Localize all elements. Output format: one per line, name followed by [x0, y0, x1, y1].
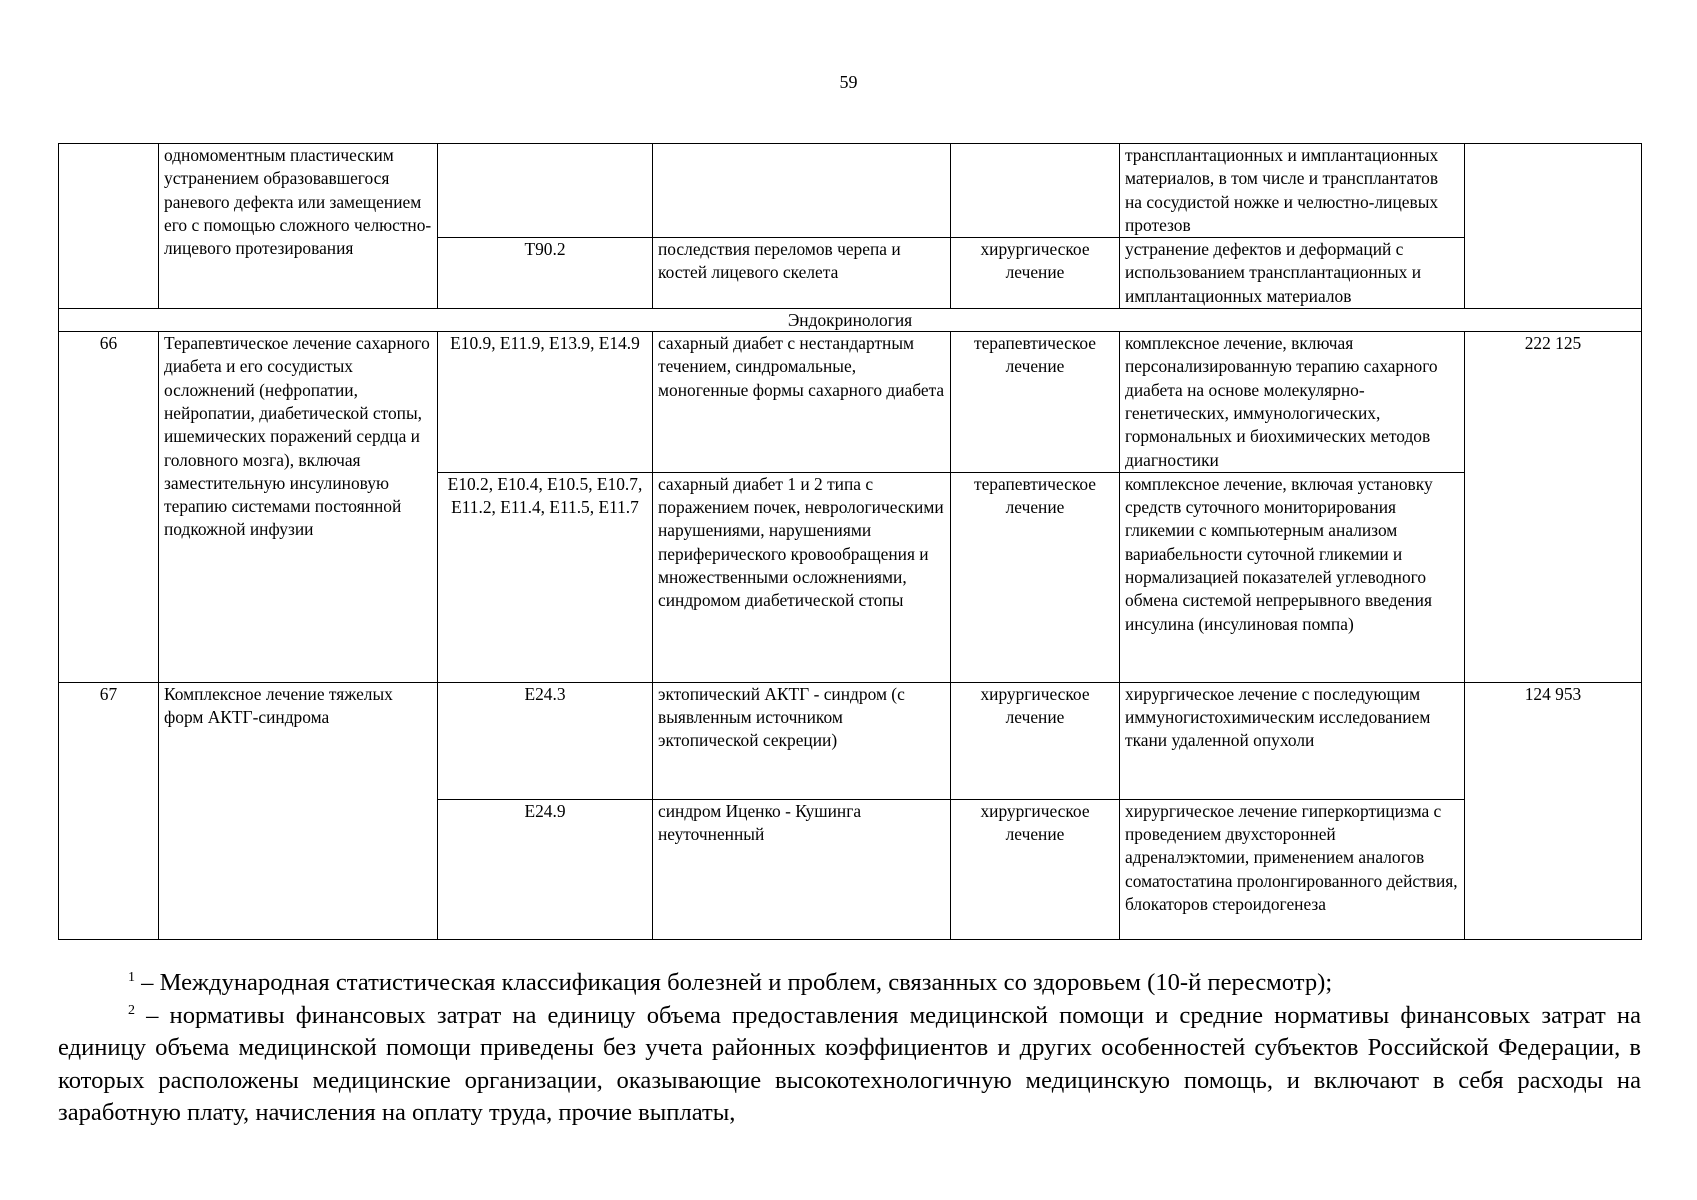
row-number-cell: 67	[59, 682, 159, 939]
footnote-2	[58, 1000, 1641, 1130]
treatment-method-cell: хирургическое лечение с последующим иммуногистохимическим исследованием ткани удаленной опухоли	[1120, 682, 1465, 799]
footnote-1-text: – Международная статистическая классификация болезней и проблем, связанных со здоровьем (10-й пересмотр);	[141, 969, 1333, 996]
treatment-type-cell: терапевтическое лечение	[951, 472, 1120, 682]
footnote-1	[58, 967, 1641, 1000]
footnote-2-text: – нормативы финансовых затрат на единицу объема предоставления медицинской помощи и средние нормативы финансовых затрат на единицу объема медицинской помощи приведены без учета районных коэффициентов и других особенностей субъектов Российской Федерации, в которых расположены медицинские организации, оказывающие высокотехнологичную медицинскую помощь, и включают в себя расходы на заработную плату, начисления на оплату труда, прочие выплаты,	[58, 1001, 1641, 1126]
code-cell	[438, 144, 653, 238]
treatment-type-cell	[951, 144, 1120, 238]
treatment-type-cell: хирургическое лечение	[951, 238, 1120, 309]
method-name-cell: Терапевтическое лечение сахарного диабета и его сосудистых осложнений (нефропатии, нейропатии, диабетической стопы, ишемических поражений сердца и головного мозга), включая заместительную инсулиновую терапию системами постоянной подкожной инфузии	[159, 332, 438, 683]
model-cell: последствия переломов черепа и костей лицевого скелета	[653, 238, 951, 309]
model-cell: сахарный диабет с нестандартным течением, синдромальные, моногенные формы сахарного диабета	[653, 332, 951, 473]
model-cell	[653, 144, 951, 238]
section-header-row	[59, 309, 1642, 332]
treatment-method-cell: комплексное лечение, включая персонализированную терапию сахарного диабета на основе молекулярно-генетических, иммунологических, гормональных и биохимических методов диагностики	[1120, 332, 1465, 473]
treatment-method-cell: хирургическое лечение гиперкортицизма с проведением двухсторонней адреналэктомии, применением аналогов соматостатина пролонгированного действия, блокаторов стероидогенеза	[1120, 799, 1465, 939]
code-cell: E24.3	[438, 682, 653, 799]
row-number-cell	[59, 144, 159, 309]
code-cell: T90.2	[438, 238, 653, 309]
table-row	[59, 332, 1642, 473]
treatment-method-cell: комплексное лечение, включая установку средств суточного мониторирования гликемии с компьютерным анализом вариабельности суточной гликемии и нормализацией показателей углеводного обмена системой непрерывного введения инсулина (инсулиновая помпа)	[1120, 472, 1465, 682]
table-row	[59, 682, 1642, 799]
method-name-cell: Комплексное лечение тяжелых форм АКТГ-синдрома	[159, 682, 438, 939]
section-title: Эндокринология	[59, 309, 1642, 332]
treatment-type-cell: хирургическое лечение	[951, 682, 1120, 799]
method-name-cell: одномоментным пластическим устранением образовавшегося раневого дефекта или замещением его с помощью сложного челюстно-лицевого протезирования	[159, 144, 438, 309]
model-cell: эктопический АКТГ - синдром (с выявленным источником эктопической секреции)	[653, 682, 951, 799]
cost-cell: 124 953	[1465, 682, 1642, 939]
treatment-type-cell: терапевтическое лечение	[951, 332, 1120, 473]
cost-cell: 222 125	[1465, 332, 1642, 683]
vmp-table	[58, 143, 1642, 940]
model-cell: синдром Иценко - Кушинга неуточненный	[653, 799, 951, 939]
code-cell: E10.2, E10.4, E10.5, E10.7, E11.2, E11.4, E11.5, E11.7	[438, 472, 653, 682]
footnote-2-marker: 2	[128, 1002, 135, 1018]
footnotes	[58, 967, 1641, 1130]
model-cell: сахарный диабет 1 и 2 типа с поражением почек, неврологическими нарушениями, нарушениями периферического кровообращения и множественными осложнениями, синдромом диабетической стопы	[653, 472, 951, 682]
cost-cell	[1465, 144, 1642, 309]
code-cell: E10.9, E11.9, E13.9, E14.9	[438, 332, 653, 473]
footnote-1-marker: 1	[128, 969, 135, 985]
page-number: 59	[839, 72, 858, 92]
treatment-method-cell: трансплантационных и имплантационных материалов, в том числе и трансплантатов на сосудистой ножке и челюстно-лицевых протезов	[1120, 144, 1465, 238]
code-cell: E24.9	[438, 799, 653, 939]
row-number-cell: 66	[59, 332, 159, 683]
treatment-method-cell: устранение дефектов и деформаций с использованием трансплантационных и имплантационных материалов	[1120, 238, 1465, 309]
table-row	[59, 144, 1642, 238]
treatment-type-cell: хирургическое лечение	[951, 799, 1120, 939]
